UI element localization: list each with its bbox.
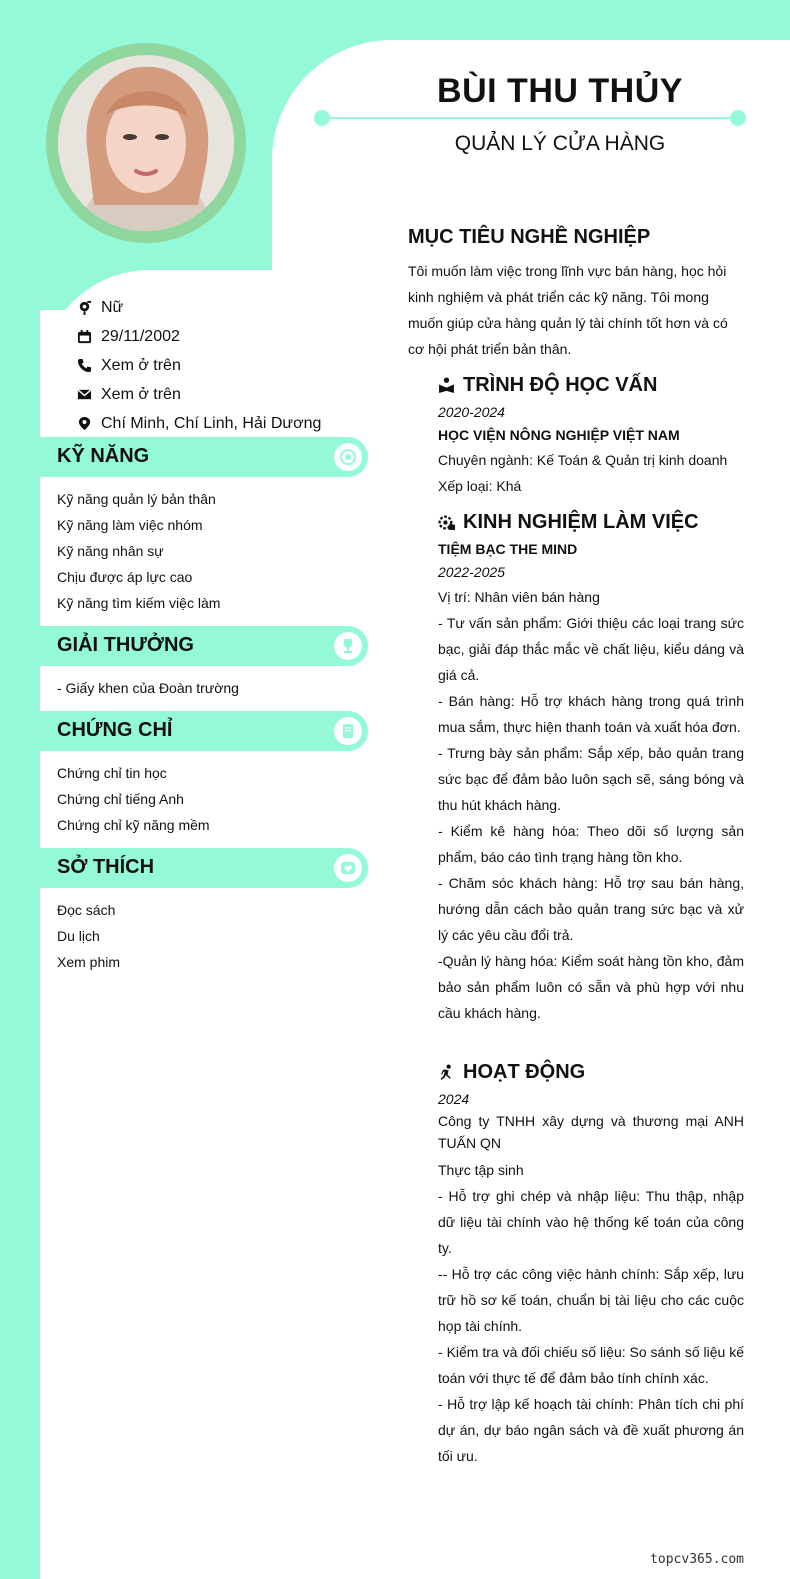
list-item: - Chăm sóc khách hàng: Hỗ trợ sau bán hàng, hướng dẫn cách bảo quản trang sức bạc và xử lý các yêu cầu đổi trả. [438, 875, 744, 943]
experience-company: TIỆM BẠC THE MIND [438, 541, 578, 557]
experience-duties [438, 610, 744, 1026]
list-item: - Trưng bày sản phẩm: Sắp xếp, bảo quản trang sức bạc để đảm bảo luôn sạch sẽ, sáng bóng và thu hút khách hàng. [438, 745, 744, 813]
email-icon [76, 387, 92, 403]
certificates-heading: CHỨNG CHỈ [57, 719, 173, 741]
birthday-value: 29/11/2002 [101, 327, 180, 345]
list-item: Kỹ năng tìm kiếm việc làm [57, 595, 221, 611]
gear-icon [438, 514, 455, 531]
avatar [58, 55, 234, 231]
hobbies-heading: SỞ THÍCH [57, 856, 155, 878]
list-item: Chịu được áp lực cao [57, 569, 193, 585]
list-item: Kỹ năng nhân sự [57, 543, 164, 559]
hobbies-bar [40, 848, 368, 888]
candidate-name: BÙI THU THỦY [437, 72, 683, 110]
contact-gender [76, 293, 321, 322]
experience-heading-text: KINH NGHIỆM LÀM VIỆC [463, 511, 699, 533]
list-item: Đọc sách [57, 902, 116, 918]
activities-heading-text: HOẠT ĐỘNG [463, 1061, 586, 1083]
activities-year: 2024 [438, 1091, 470, 1107]
hobbies-list [57, 897, 120, 975]
contact-address [76, 409, 321, 438]
calendar-icon [76, 329, 92, 345]
experience-heading [438, 511, 699, 534]
list-item: - Bán hàng: Hỗ trợ khách hàng trong quá trình mua sắm, thực hiện thanh toán và xuất hóa đơn. [438, 693, 744, 735]
list-item: Chứng chỉ kỹ năng mềm [57, 817, 210, 833]
skills-badge-icon [334, 443, 362, 471]
contact-email [76, 380, 321, 409]
book-reader-icon [438, 377, 455, 394]
list-item: - Kiểm kê hàng hóa: Theo dõi số lượng sản phẩm, báo cáo tình trạng hàng tồn kho. [438, 823, 744, 865]
portrait-image [58, 55, 234, 231]
education-major: Chuyên ngành: Kế Toán & Quản trị kinh doanh [438, 452, 728, 468]
list-item: - Kiểm tra và đối chiếu số liệu: So sánh số liệu kế toán với thực tế để đảm bảo tính chính xác. [438, 1344, 744, 1386]
education-heading [438, 374, 657, 397]
skills-heading: KỸ NĂNG [57, 445, 150, 467]
skills-bar [40, 437, 368, 477]
list-item: Kỹ năng quản lý bản thân [57, 491, 216, 507]
list-item: -Quản lý hàng hóa: Kiểm soát hàng tồn kho, đảm bảo sản phẩm luôn có sẵn và phù hợp với nhu cầu khách hàng. [438, 953, 744, 1021]
objective-text: Tôi muốn làm việc trong lĩnh vực bán hàng, học hỏi kinh nghiệm và phát triển các kỹ năng. Tôi mong muốn giúp cửa hàng quản lý tài chính tốt hơn và có cơ hội phát triển bản thân. [408, 263, 728, 357]
list-item: -- Hỗ trợ các công việc hành chính: Sắp xếp, lưu trữ hồ sơ kế toán, chuẩn bị tài liệu cho các cuộc họp tài chính. [438, 1266, 744, 1334]
list-item: Kỹ năng làm việc nhóm [57, 517, 203, 533]
email-value: Xem ở trên [101, 385, 181, 403]
education-heading-text: TRÌNH ĐỘ HỌC VẤN [463, 374, 658, 396]
experience-role: Vị trí: Nhân viên bán hàng [438, 589, 600, 605]
education-school: HỌC VIỆN NÔNG NGHIỆP VIỆT NAM [438, 427, 680, 443]
contact-list [76, 293, 321, 438]
certificates-bar [40, 711, 368, 751]
activities-tasks [438, 1183, 744, 1469]
experience-period: 2022-2025 [438, 564, 505, 580]
running-icon [438, 1064, 455, 1081]
job-title: QUẢN LÝ CỬA HÀNG [454, 132, 666, 155]
awards-list [57, 675, 239, 701]
name-divider [322, 117, 740, 119]
trophy-icon [334, 632, 362, 660]
phone-icon [76, 358, 92, 374]
activities-heading [438, 1061, 585, 1084]
awards-heading: GIẢI THƯỞNG [57, 634, 194, 656]
cv-page [40, 40, 790, 1579]
certificates-list [57, 760, 210, 838]
list-item: Chứng chỉ tiếng Anh [57, 791, 184, 807]
contact-birthday [76, 322, 321, 351]
gender-value: Nữ [101, 298, 124, 316]
list-item: Xem phim [57, 954, 121, 970]
watermark: topcv365.com [650, 1552, 744, 1567]
activities-role: Thực tập sinh [438, 1162, 524, 1178]
list-item: Chứng chỉ tin học [57, 765, 167, 781]
address-value: Chí Minh, Chí Linh, Hải Dương [101, 414, 322, 432]
gender-icon [76, 300, 92, 316]
phone-value: Xem ở trên [101, 356, 181, 374]
contact-phone [76, 351, 321, 380]
certificate-icon [334, 717, 362, 745]
heart-icon [334, 854, 362, 882]
education-period: 2020-2024 [438, 404, 505, 420]
list-item: - Hỗ trợ lập kế hoạch tài chính: Phân tích chi phí dự án, dự báo ngân sách và đề xuất phương án tối ưu. [438, 1396, 744, 1464]
list-item: - Tư vấn sản phẩm: Giới thiệu các loại trang sức bạc, giải đáp thắc mắc về chất liệu, kiểu dáng và giá cả. [438, 615, 744, 683]
awards-bar [40, 626, 368, 666]
list-item: - Giấy khen của Đoàn trường [57, 680, 239, 696]
objective-heading [408, 226, 650, 249]
divider-dot-right [730, 110, 746, 126]
list-item: - Hỗ trợ ghi chép và nhập liệu: Thu thập, nhập dữ liệu tài chính vào hệ thống kế toán của công ty. [438, 1188, 744, 1256]
list-item: Du lịch [57, 928, 100, 944]
skills-list [57, 486, 220, 616]
objective-heading-text: MỤC TIÊU NGHỀ NGHIỆP [408, 226, 651, 248]
activities-company: Công ty TNHH xây dựng và thương mại ANH TUẤN QN [438, 1113, 744, 1151]
divider-dot-left [314, 110, 330, 126]
education-grade: Xếp loại: Khá [438, 478, 522, 494]
location-pin-icon [76, 416, 92, 432]
